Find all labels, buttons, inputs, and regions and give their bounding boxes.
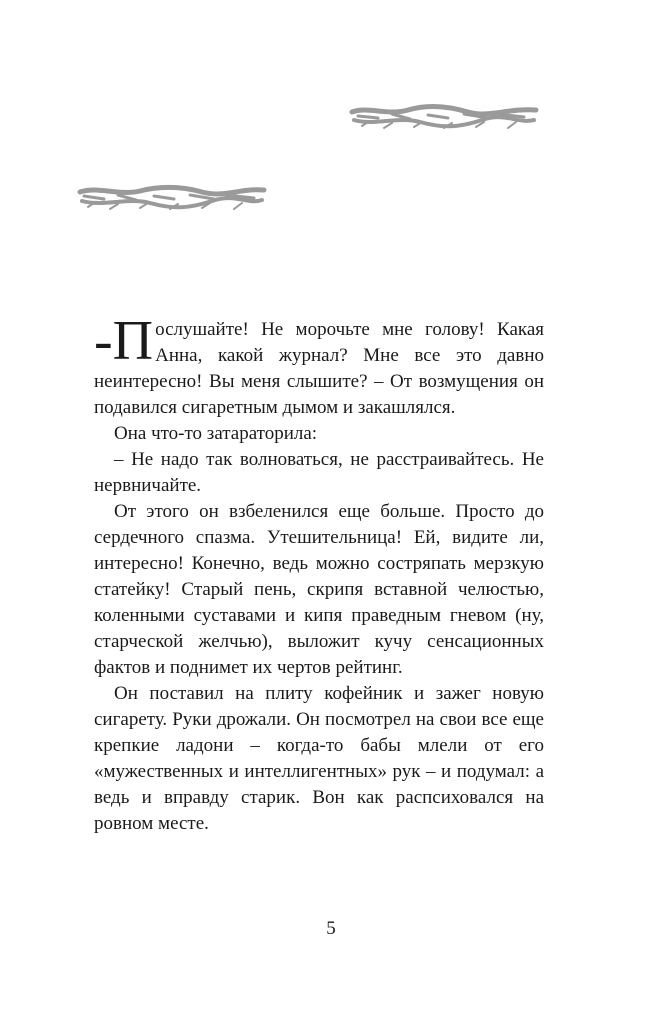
body-text bbox=[94, 310, 544, 837]
paragraph-1 bbox=[94, 310, 544, 421]
page-number: 5 bbox=[326, 918, 336, 939]
paragraph-3: – Не надо так волноваться, не расстраивайтесь. Не нервничайте. bbox=[94, 449, 544, 496]
drop-cap-letter: П bbox=[112, 310, 154, 372]
paragraph-5: Он поставил на плиту кофейник и зажег новую сигарету. Руки дрожали. Он посмотрел на свои все еще крепкие ладони – когда-то бабы млели от его «мужественных и интеллигентных» рук – и подумал: а ведь и вправду старик. Вон как распсиховался на ровном месте. bbox=[94, 683, 544, 834]
scribble-ornament-bottom bbox=[76, 182, 268, 216]
scribble-ornament-top bbox=[348, 100, 540, 134]
opening-dash: - bbox=[94, 310, 113, 372]
paragraph-2: Она что-то затараторила: bbox=[114, 423, 318, 444]
drop-cap-group bbox=[94, 310, 154, 372]
paragraph-4: От этого он взбеленился еще больше. Просто до сердечного спазма. Утешительница! Ей, видите ли, интересно! Конечно, ведь можно состряпать мерзкую статейку! Старый пень, скрипя вставной челюстью, коленными суставами и кипя праведным гневом (ну, старческой желчью), выложит кучу сенсационных фактов и поднимет их чертов рейтинг. bbox=[94, 501, 544, 678]
paragraph-1-text: ослушайте! Не морочьте мне голову! Какая Анна, какой журнал? Мне все это давно неинтересно! Вы меня слышите? – От возмущения он подавился сигаретным дымом и закашлялся. bbox=[94, 319, 544, 418]
